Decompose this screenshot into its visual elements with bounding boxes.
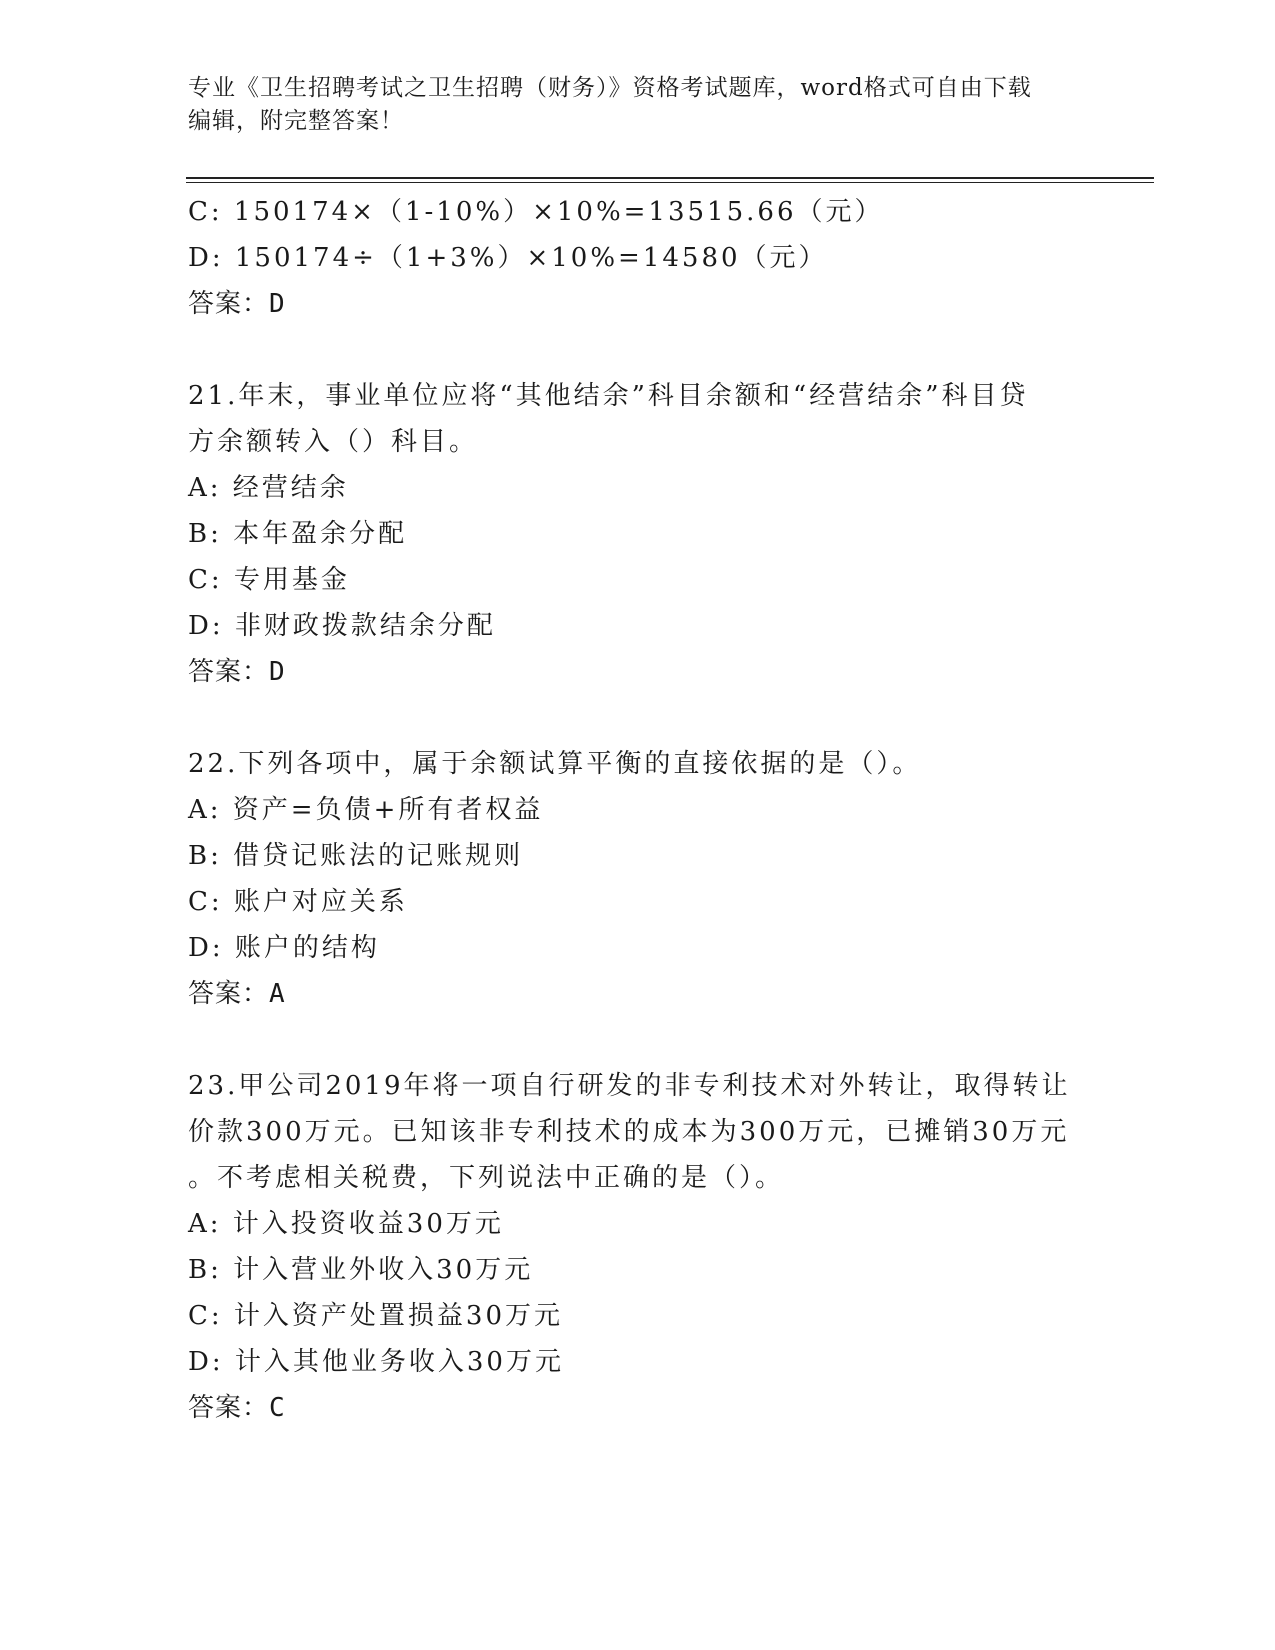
option-c: C: 专用基金 xyxy=(188,565,350,595)
option-b: B: 本年盈余分配 xyxy=(188,519,408,549)
spacer xyxy=(188,1017,1088,1063)
question-21 xyxy=(188,373,1088,695)
question-text-line: 方余额转入（）科目。 xyxy=(188,427,479,457)
answer: 答案：C xyxy=(188,1393,286,1423)
option-c: C: 150174×（1-10%）×10%=13515.66（元） xyxy=(188,197,884,227)
question-23 xyxy=(188,1063,1088,1431)
question-text-line: 价款300万元。已知该非专利技术的成本为300万元，已摊销30万元 xyxy=(188,1117,1070,1147)
option-c: C: 计入资产处置损益30万元 xyxy=(188,1301,564,1331)
option-c: C: 账户对应关系 xyxy=(188,887,408,917)
question-text-line: 22.下列各项中，属于余额试算平衡的直接依据的是（）。 xyxy=(188,749,922,779)
option-a: A: 资产=负债+所有者权益 xyxy=(188,795,544,825)
question-text-line: 23.甲公司2019年将一项自行研发的非专利技术对外转让，取得转让 xyxy=(188,1071,1071,1101)
option-d: D: 账户的结构 xyxy=(188,933,380,963)
header-divider-thick xyxy=(186,177,1154,179)
option-b: B: 借贷记账法的记账规则 xyxy=(188,841,524,871)
header-line-2: 编辑，附完整答案！ xyxy=(188,108,404,134)
answer: 答案：D xyxy=(188,289,286,319)
question-content xyxy=(188,189,1088,1431)
option-a: A: 计入投资收益30万元 xyxy=(188,1209,504,1239)
option-d: D: 150174÷（1+3%）×10%=14580（元） xyxy=(188,243,828,273)
answer: 答案：A xyxy=(188,979,286,1009)
option-d: D: 非财政拨款结余分配 xyxy=(188,611,496,641)
header-line-1: 专业《卫生招聘考试之卫生招聘（财务）》资格考试题库，word格式可自由下载 xyxy=(188,75,1032,101)
document-header xyxy=(188,72,1088,138)
question-text-line: 。不考虑相关税费，下列说法中正确的是（）。 xyxy=(188,1163,785,1193)
option-d: D: 计入其他业务收入30万元 xyxy=(188,1347,564,1377)
answer: 答案：D xyxy=(188,657,286,687)
option-a: A: 经营结余 xyxy=(188,473,349,503)
option-b: B: 计入营业外收入30万元 xyxy=(188,1255,534,1285)
spacer xyxy=(188,695,1088,741)
previous-question-tail xyxy=(188,189,1088,327)
question-22 xyxy=(188,741,1088,1017)
header-divider-thin xyxy=(186,182,1154,183)
spacer xyxy=(188,327,1088,373)
question-text-line: 21.年末，事业单位应将“其他结余”科目余额和“经营结余”科目贷 xyxy=(188,381,1029,411)
